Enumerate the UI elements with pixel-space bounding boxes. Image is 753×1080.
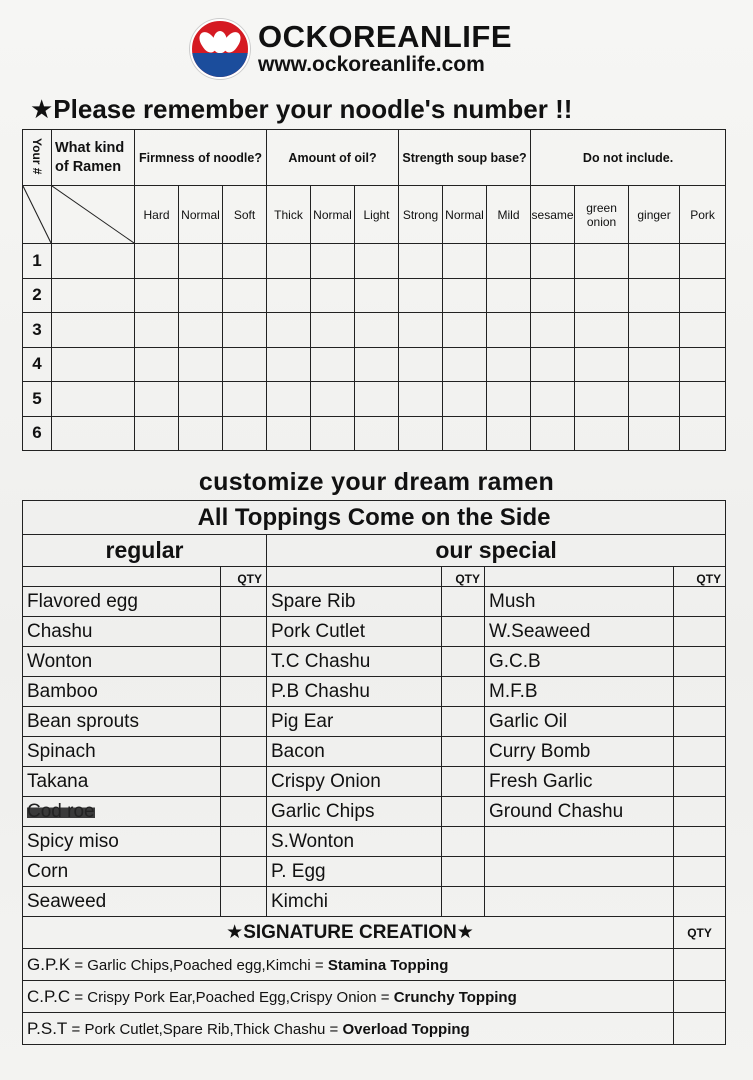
- choice-checkbox-cell[interactable]: [223, 313, 267, 348]
- signature-row: [23, 949, 726, 981]
- choice-checkbox-cell[interactable]: [179, 244, 223, 279]
- choice-checkbox-cell[interactable]: [629, 313, 680, 348]
- signature-result: Overload Topping: [342, 1020, 470, 1038]
- topping-label: W.Seaweed: [489, 620, 591, 642]
- qty-input[interactable]: [674, 587, 726, 617]
- choice-checkbox-cell[interactable]: [135, 244, 179, 279]
- order-row: [23, 416, 726, 451]
- topping-label: Kimchi: [271, 890, 329, 912]
- brand-name: OCKOREANLIFE: [258, 19, 512, 54]
- choice-checkbox-cell[interactable]: [135, 416, 179, 451]
- topping-label: Bean sprouts: [27, 710, 139, 732]
- choice-checkbox-cell[interactable]: [223, 347, 267, 382]
- qty-input[interactable]: [674, 677, 726, 707]
- exclude-header: Do not include.: [531, 130, 726, 186]
- qty-input[interactable]: [674, 767, 726, 797]
- choice-checkbox-cell[interactable]: [399, 244, 443, 279]
- topping-label: Flavored egg: [27, 590, 138, 612]
- qty-input[interactable]: [442, 887, 485, 917]
- topping-label: Garlic Chips: [271, 800, 375, 822]
- option-hard: Hard: [135, 186, 179, 244]
- qty-input[interactable]: [674, 827, 726, 857]
- choice-checkbox-cell[interactable]: [179, 347, 223, 382]
- choice-checkbox-cell[interactable]: [135, 278, 179, 313]
- choice-checkbox-cell[interactable]: [680, 278, 726, 313]
- your-number-header: Your #: [23, 130, 52, 186]
- qty-input[interactable]: [442, 587, 485, 617]
- qty-input[interactable]: [674, 617, 726, 647]
- choice-checkbox-cell[interactable]: [267, 244, 311, 279]
- option-light: Light: [355, 186, 399, 244]
- choice-checkbox-cell[interactable]: [311, 416, 355, 451]
- choice-checkbox-cell[interactable]: [311, 278, 355, 313]
- qty-input[interactable]: [674, 981, 726, 1013]
- choice-checkbox-cell[interactable]: [443, 382, 487, 417]
- topping-label: Spicy miso: [27, 830, 119, 852]
- choice-checkbox-cell[interactable]: [443, 244, 487, 279]
- order-row: [23, 382, 726, 417]
- qty-header: QTY: [674, 917, 726, 949]
- qty-header: QTY: [221, 567, 267, 587]
- signature-code: P.S.T: [27, 1018, 68, 1038]
- ramen-kind-header: What kind of Ramen: [52, 130, 135, 186]
- topping-label: S.Wonton: [271, 830, 355, 852]
- choice-checkbox-cell[interactable]: [629, 416, 680, 451]
- choice-checkbox-cell[interactable]: [575, 347, 629, 382]
- qty-input[interactable]: [442, 797, 485, 827]
- regular-topping-name: [23, 887, 221, 917]
- qty-input[interactable]: [221, 857, 267, 887]
- choice-checkbox-cell[interactable]: [179, 278, 223, 313]
- choice-checkbox-cell[interactable]: [311, 347, 355, 382]
- qty-input[interactable]: [442, 737, 485, 767]
- topping-label: Fresh Garlic: [489, 770, 593, 792]
- special-topping-name: [485, 737, 674, 767]
- signature-code: C.P.C: [27, 986, 71, 1006]
- topping-label: P.B Chashu: [271, 680, 370, 702]
- choice-checkbox-cell[interactable]: [531, 244, 575, 279]
- signature-result: Stamina Topping: [327, 956, 449, 974]
- choice-checkbox-cell[interactable]: [355, 313, 399, 348]
- special-topping-name: [267, 737, 442, 767]
- topping-label: G.C.B: [489, 650, 541, 672]
- special-topping-name: [267, 617, 442, 647]
- remember-notice: ★Please remember your noodle's number !!: [30, 94, 573, 124]
- choice-checkbox-cell[interactable]: [311, 382, 355, 417]
- qty-input[interactable]: [674, 857, 726, 887]
- choice-checkbox-cell[interactable]: [443, 278, 487, 313]
- topping-label: Corn: [27, 860, 69, 882]
- choice-checkbox-cell[interactable]: [443, 416, 487, 451]
- row-number: 2: [23, 278, 52, 313]
- row-number: 3: [23, 313, 52, 348]
- choice-checkbox-cell[interactable]: [487, 244, 531, 279]
- choice-checkbox-cell[interactable]: [399, 382, 443, 417]
- choice-checkbox-cell[interactable]: [399, 278, 443, 313]
- topping-label: Pork Cutlet: [271, 620, 365, 642]
- choice-checkbox-cell[interactable]: [531, 382, 575, 417]
- choice-checkbox-cell[interactable]: [311, 244, 355, 279]
- qty-input[interactable]: [442, 677, 485, 707]
- special-topping-name: [267, 857, 442, 887]
- choice-checkbox-cell[interactable]: [575, 244, 629, 279]
- special-topping-name: [267, 797, 442, 827]
- qty-input[interactable]: [442, 767, 485, 797]
- choice-checkbox-cell[interactable]: [223, 244, 267, 279]
- choice-checkbox-cell[interactable]: [223, 416, 267, 451]
- toppings-title: All Toppings Come on the Side: [23, 501, 726, 535]
- qty-input[interactable]: [221, 767, 267, 797]
- special-topping-name: [485, 887, 674, 917]
- signature-description: [23, 1013, 674, 1045]
- special-topping-name: [267, 647, 442, 677]
- topping-row: [23, 767, 726, 797]
- order-row: [23, 244, 726, 279]
- qty-input[interactable]: [674, 707, 726, 737]
- option-mild: Mild: [487, 186, 531, 244]
- special-topping-name: [485, 767, 674, 797]
- qty-input[interactable]: [442, 617, 485, 647]
- signature-description: [23, 949, 674, 981]
- choice-checkbox-cell[interactable]: [267, 382, 311, 417]
- choice-checkbox-cell[interactable]: [135, 313, 179, 348]
- topping-label: Seaweed: [27, 890, 107, 912]
- topping-label: Cod roe: [27, 800, 95, 822]
- special-heading: our special: [267, 535, 726, 567]
- topping-row: [23, 587, 726, 617]
- signature-description: [23, 981, 674, 1013]
- choice-checkbox-cell[interactable]: [179, 313, 223, 348]
- choice-checkbox-cell[interactable]: [531, 416, 575, 451]
- choice-checkbox-cell[interactable]: [399, 347, 443, 382]
- qty-input[interactable]: [221, 677, 267, 707]
- choice-checkbox-cell[interactable]: [135, 382, 179, 417]
- topping-label: Pig Ear: [271, 710, 334, 732]
- topping-label: Chashu: [27, 620, 93, 642]
- firmness-header: Firmness of noodle?: [135, 130, 267, 186]
- equals-sign: =: [67, 1020, 85, 1038]
- choice-checkbox-cell[interactable]: [575, 416, 629, 451]
- topping-label: Garlic Oil: [489, 710, 568, 732]
- qty-input[interactable]: [442, 827, 485, 857]
- ramen-kind-cell[interactable]: [52, 313, 135, 348]
- signature-ingredients: Pork Cutlet,Spare Rib,Thick Chashu: [84, 1020, 326, 1038]
- choice-checkbox-cell[interactable]: [223, 382, 267, 417]
- regular-topping-name: [23, 707, 221, 737]
- special-topping-name: [267, 887, 442, 917]
- special-topping-name: [485, 797, 674, 827]
- toppings-table: [22, 500, 726, 1045]
- regular-topping-name: [23, 587, 221, 617]
- regular-topping-name: [23, 617, 221, 647]
- equals-sign: =: [70, 956, 88, 974]
- option-pork: Pork: [680, 186, 726, 244]
- brand-logo: [190, 18, 512, 80]
- qty-input[interactable]: [221, 707, 267, 737]
- customize-heading: customize your dream ramen: [198, 468, 555, 496]
- topping-label: Ground Chashu: [489, 800, 624, 822]
- choice-checkbox-cell[interactable]: [629, 347, 680, 382]
- signature-result: Crunchy Topping: [393, 988, 517, 1006]
- choice-checkbox-cell[interactable]: [399, 313, 443, 348]
- diagonal-cell: [52, 186, 135, 244]
- topping-label: P. Egg: [271, 860, 326, 882]
- topping-row: [23, 647, 726, 677]
- choice-checkbox-cell[interactable]: [629, 244, 680, 279]
- special-topping-name: [485, 707, 674, 737]
- topping-row: [23, 737, 726, 767]
- special-topping-name: [485, 647, 674, 677]
- row-number: 1: [23, 244, 52, 279]
- topping-label: M.F.B: [489, 680, 538, 702]
- choice-checkbox-cell[interactable]: [487, 416, 531, 451]
- regular-topping-name: [23, 827, 221, 857]
- signature-title: ★SIGNATURE CREATION★: [23, 917, 674, 949]
- qty-input[interactable]: [221, 617, 267, 647]
- choice-checkbox-cell[interactable]: [680, 313, 726, 348]
- qty-input[interactable]: [221, 827, 267, 857]
- special-topping-name: [267, 707, 442, 737]
- choice-checkbox-cell[interactable]: [680, 416, 726, 451]
- choice-checkbox-cell[interactable]: [355, 347, 399, 382]
- choice-checkbox-cell[interactable]: [267, 278, 311, 313]
- choice-checkbox-cell[interactable]: [629, 382, 680, 417]
- qty-header: QTY: [442, 567, 485, 587]
- choice-checkbox-cell[interactable]: [267, 416, 311, 451]
- signature-ingredients: Crispy Pork Ear,Poached Egg,Crispy Onion: [87, 988, 377, 1006]
- diagonal-cell: [23, 186, 52, 244]
- choice-checkbox-cell[interactable]: [267, 313, 311, 348]
- ramen-kind-cell[interactable]: [52, 244, 135, 279]
- topping-label: Wonton: [27, 650, 93, 672]
- regular-topping-name: [23, 647, 221, 677]
- choice-checkbox-cell[interactable]: [267, 347, 311, 382]
- special-topping-name: [485, 677, 674, 707]
- signature-ingredients: Garlic Chips,Poached egg,Kimchi: [87, 956, 311, 974]
- choice-checkbox-cell[interactable]: [355, 416, 399, 451]
- qty-input[interactable]: [221, 797, 267, 827]
- option-green-onion: green onion: [575, 186, 629, 244]
- choice-checkbox-cell[interactable]: [399, 416, 443, 451]
- equals-sign: =: [376, 988, 394, 1006]
- topping-label: Spare Rib: [271, 590, 356, 612]
- row-number: 4: [23, 347, 52, 382]
- regular-topping-name: [23, 677, 221, 707]
- ramen-kind-cell[interactable]: [52, 347, 135, 382]
- choice-checkbox-cell[interactable]: [531, 313, 575, 348]
- choice-checkbox-cell[interactable]: [531, 278, 575, 313]
- row-number: 6: [23, 416, 52, 451]
- qty-input[interactable]: [674, 949, 726, 981]
- choice-checkbox-cell[interactable]: [680, 244, 726, 279]
- special-topping-name: [485, 617, 674, 647]
- special-topping-name: [485, 857, 674, 887]
- choice-checkbox-cell[interactable]: [443, 313, 487, 348]
- topping-label: Crispy Onion: [271, 770, 381, 792]
- special-topping-name: [267, 767, 442, 797]
- choice-checkbox-cell[interactable]: [680, 347, 726, 382]
- qty-input[interactable]: [674, 887, 726, 917]
- choice-checkbox-cell[interactable]: [355, 244, 399, 279]
- signature-row: [23, 981, 726, 1013]
- topping-row: [23, 677, 726, 707]
- qty-input[interactable]: [221, 647, 267, 677]
- topping-label: Mush: [489, 590, 536, 612]
- order-row: [23, 313, 726, 348]
- qty-input[interactable]: [442, 647, 485, 677]
- topping-row: [23, 827, 726, 857]
- regular-topping-name: [23, 767, 221, 797]
- special-topping-name: [267, 827, 442, 857]
- option-ginger: ginger: [629, 186, 680, 244]
- choice-checkbox-cell[interactable]: [629, 278, 680, 313]
- choice-checkbox-cell[interactable]: [487, 278, 531, 313]
- choice-checkbox-cell[interactable]: [223, 278, 267, 313]
- choice-checkbox-cell[interactable]: [355, 382, 399, 417]
- qty-input[interactable]: [674, 737, 726, 767]
- qty-input[interactable]: [674, 797, 726, 827]
- topping-row: [23, 617, 726, 647]
- signature-code: G.P.K: [27, 954, 71, 974]
- option-strong: Strong: [399, 186, 443, 244]
- ramen-kind-cell[interactable]: [52, 382, 135, 417]
- option-normal-oil: Normal: [311, 186, 355, 244]
- regular-topping-name: [23, 857, 221, 887]
- ramen-kind-cell[interactable]: [52, 278, 135, 313]
- topping-label: Bacon: [271, 740, 325, 762]
- ramen-order-table: [22, 129, 726, 451]
- qty-header: QTY: [674, 567, 726, 587]
- qty-input[interactable]: [442, 857, 485, 887]
- special-topping-name: [267, 677, 442, 707]
- topping-row: [23, 857, 726, 887]
- option-sesame: sesame: [531, 186, 575, 244]
- qty-input[interactable]: [674, 647, 726, 677]
- qty-input[interactable]: [221, 887, 267, 917]
- special-topping-name: [267, 587, 442, 617]
- choice-checkbox-cell[interactable]: [575, 382, 629, 417]
- special-topping-name: [485, 827, 674, 857]
- qty-input[interactable]: [221, 737, 267, 767]
- oil-header: Amount of oil?: [267, 130, 399, 186]
- row-number: 5: [23, 382, 52, 417]
- topping-row: [23, 887, 726, 917]
- qty-input[interactable]: [442, 707, 485, 737]
- equals-sign: =: [310, 956, 328, 974]
- regular-topping-name: [23, 797, 221, 827]
- topping-row: [23, 707, 726, 737]
- brand-url: www.ockoreanlife.com: [258, 53, 485, 76]
- choice-checkbox-cell[interactable]: [487, 382, 531, 417]
- qty-input[interactable]: [674, 1013, 726, 1045]
- choice-checkbox-cell[interactable]: [487, 347, 531, 382]
- regular-topping-name: [23, 737, 221, 767]
- regular-heading: regular: [23, 535, 267, 567]
- choice-checkbox-cell[interactable]: [355, 278, 399, 313]
- special-topping-name: [485, 587, 674, 617]
- ramen-kind-cell[interactable]: [52, 416, 135, 451]
- choice-checkbox-cell[interactable]: [575, 313, 629, 348]
- topping-label: Bamboo: [27, 680, 98, 702]
- brand-logo-icon: [190, 19, 250, 79]
- topping-label: T.C Chashu: [271, 650, 371, 672]
- topping-label: Spinach: [27, 740, 96, 762]
- option-soft: Soft: [223, 186, 267, 244]
- choice-checkbox-cell[interactable]: [680, 382, 726, 417]
- signature-row: [23, 1013, 726, 1045]
- option-thick: Thick: [267, 186, 311, 244]
- topping-label: Curry Bomb: [489, 740, 591, 762]
- equals-sign: =: [325, 1020, 343, 1038]
- order-row: [23, 347, 726, 382]
- topping-row: [23, 797, 726, 827]
- choice-checkbox-cell[interactable]: [179, 382, 223, 417]
- option-normal-firmness: Normal: [179, 186, 223, 244]
- topping-label: Takana: [27, 770, 89, 792]
- choice-checkbox-cell[interactable]: [179, 416, 223, 451]
- order-row: [23, 278, 726, 313]
- qty-input[interactable]: [221, 587, 267, 617]
- soup-strength-header: Strength soup base?: [399, 130, 531, 186]
- choice-checkbox-cell[interactable]: [531, 347, 575, 382]
- choice-checkbox-cell[interactable]: [135, 347, 179, 382]
- equals-sign: =: [70, 988, 88, 1006]
- choice-checkbox-cell[interactable]: [311, 313, 355, 348]
- choice-checkbox-cell[interactable]: [443, 347, 487, 382]
- option-normal-soup: Normal: [443, 186, 487, 244]
- choice-checkbox-cell[interactable]: [575, 278, 629, 313]
- choice-checkbox-cell[interactable]: [487, 313, 531, 348]
